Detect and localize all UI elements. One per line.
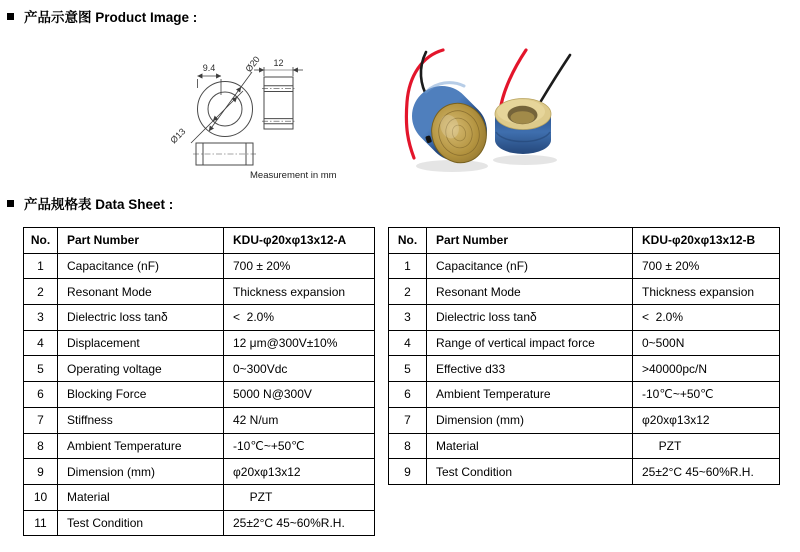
cell: 11	[24, 510, 58, 536]
table-row	[24, 253, 375, 279]
technical-drawing	[150, 50, 370, 185]
cell: 1	[389, 253, 427, 279]
cell: 6	[389, 382, 427, 408]
header-cell-0: No.	[24, 228, 58, 254]
dim-label-9-4: 9.4	[202, 63, 216, 73]
dim-label-o20: Ø20	[243, 54, 262, 74]
cell: Capacitance (nF)	[427, 253, 633, 279]
cell: 25±2°C 45~60%R.H.	[633, 459, 780, 485]
table-row	[24, 484, 375, 510]
cell: Dielectric loss tanδ	[427, 305, 633, 331]
header-cell-1: Part Number	[58, 228, 224, 254]
table-row	[389, 253, 780, 279]
cell: 700 ± 20%	[633, 253, 780, 279]
left-unit-shadow	[416, 160, 488, 172]
table-row	[389, 305, 780, 331]
table-row	[24, 356, 375, 382]
cell: φ20xφ13x12	[633, 407, 780, 433]
cell: Resonant Mode	[58, 279, 224, 305]
product-photo-svg	[380, 40, 640, 190]
table-row	[24, 330, 375, 356]
cell: 25±2°C 45~60%R.H.	[224, 510, 375, 536]
table-row	[389, 356, 780, 382]
header-cell-1: Part Number	[427, 228, 633, 254]
cell: Thickness expansion	[633, 279, 780, 305]
right-actuator	[495, 99, 551, 155]
square-bullet-icon	[7, 200, 14, 207]
front-view	[193, 143, 256, 165]
cell: 9	[24, 459, 58, 485]
side-view	[262, 77, 295, 129]
table-row	[24, 510, 375, 536]
cell: 8	[389, 433, 427, 459]
header-cell-0: No.	[389, 228, 427, 254]
cell: 5	[389, 356, 427, 382]
cell: 10	[24, 484, 58, 510]
technical-drawing-svg	[150, 50, 370, 185]
table-row	[389, 279, 780, 305]
cell: 0~300Vdc	[224, 356, 375, 382]
section-header-data-sheet	[7, 193, 173, 213]
cell: Resonant Mode	[427, 279, 633, 305]
cell: < 2.0%	[633, 305, 780, 331]
cell: 42 N/um	[224, 407, 375, 433]
cell: Displacement	[58, 330, 224, 356]
cell: 12 μm@300V±10%	[224, 330, 375, 356]
cell: 2	[24, 279, 58, 305]
dim-o20-leader	[209, 72, 252, 131]
cell: Dimension (mm)	[58, 459, 224, 485]
table-row	[24, 382, 375, 408]
spec-table-b	[388, 227, 780, 485]
cell: Capacitance (nF)	[58, 253, 224, 279]
cell: Range of vertical impact force	[427, 330, 633, 356]
header-cell-2: KDU-φ20xφ13x12-A	[224, 228, 375, 254]
cell: -10℃~+50℃	[224, 433, 375, 459]
table-row	[24, 459, 375, 485]
table-row	[24, 407, 375, 433]
cell: 7	[389, 407, 427, 433]
cell: Dielectric loss tanδ	[58, 305, 224, 331]
right-unit-shadow	[493, 155, 557, 165]
cell: >40000pc/N	[633, 356, 780, 382]
left-actuator	[424, 83, 494, 170]
square-bullet-icon	[7, 13, 14, 20]
cell: 1	[24, 253, 58, 279]
cell: 5000 N@300V	[224, 382, 375, 408]
cell: PZT	[633, 433, 780, 459]
dim-label-o13: Ø13	[168, 126, 188, 146]
cell: 8	[24, 433, 58, 459]
cell: PZT	[224, 484, 375, 510]
cell: 0~500N	[633, 330, 780, 356]
cell: Thickness expansion	[224, 279, 375, 305]
cell: Ambient Temperature	[58, 433, 224, 459]
cell: Operating voltage	[58, 356, 224, 382]
cell: 7	[24, 407, 58, 433]
dim-label-12: 12	[273, 58, 284, 68]
cell: Dimension (mm)	[427, 407, 633, 433]
section-title-data-sheet: 产品规格表 Data Sheet :	[24, 197, 174, 212]
section-header-product-image	[7, 6, 197, 26]
product-photo	[380, 40, 640, 190]
header-cell-2: KDU-φ20xφ13x12-B	[633, 228, 780, 254]
right-black-wire	[541, 55, 570, 101]
drawing-caption: Measurement in mm	[250, 170, 337, 181]
table-row	[389, 330, 780, 356]
header-row	[24, 228, 375, 254]
cell: Material	[58, 484, 224, 510]
cell: Material	[427, 433, 633, 459]
cell: 700 ± 20%	[224, 253, 375, 279]
dim-12	[254, 67, 303, 76]
cell: 3	[389, 305, 427, 331]
header-row	[389, 228, 780, 254]
cell: Test Condition	[58, 510, 224, 536]
table-row	[24, 305, 375, 331]
cell: -10℃~+50℃	[633, 382, 780, 408]
cell: Effective d33	[427, 356, 633, 382]
spec-table-a	[23, 227, 375, 536]
cell: Stiffness	[58, 407, 224, 433]
cell: 6	[24, 382, 58, 408]
table-row	[389, 407, 780, 433]
cell: φ20xφ13x12	[224, 459, 375, 485]
dim-9-4	[198, 76, 222, 95]
section-title-product-image: 产品示意图 Product Image :	[24, 10, 198, 25]
cell: Ambient Temperature	[427, 382, 633, 408]
cell: 5	[24, 356, 58, 382]
cell: 9	[389, 459, 427, 485]
cell: Blocking Force	[58, 382, 224, 408]
table-row	[24, 279, 375, 305]
cell: Test Condition	[427, 459, 633, 485]
cell: 4	[389, 330, 427, 356]
table-row	[24, 433, 375, 459]
cell: < 2.0%	[224, 305, 375, 331]
cell: 3	[24, 305, 58, 331]
cell: 2	[389, 279, 427, 305]
table-row	[389, 433, 780, 459]
table-row	[389, 459, 780, 485]
cell: 4	[24, 330, 58, 356]
table-row	[389, 382, 780, 408]
